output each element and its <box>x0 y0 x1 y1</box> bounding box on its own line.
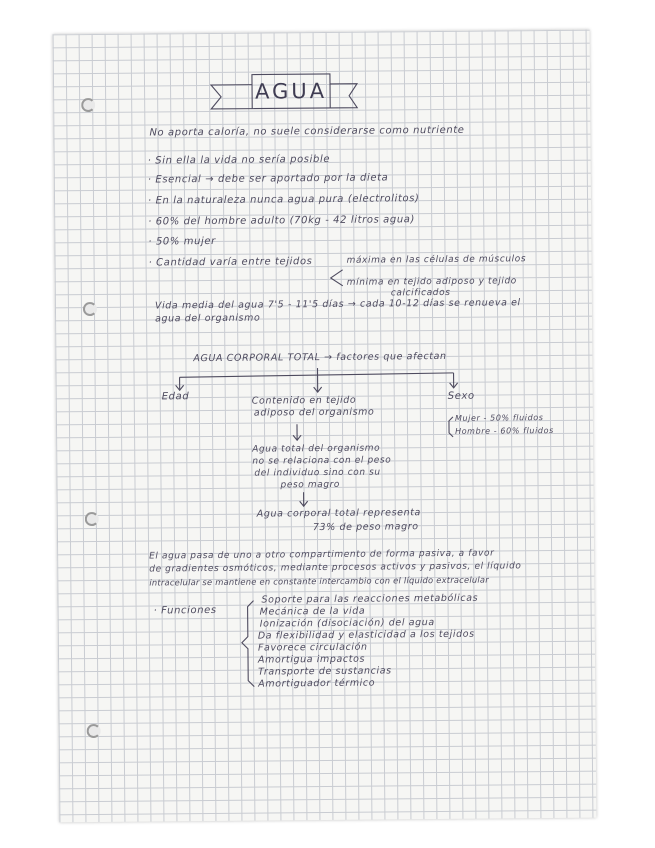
bullet-item: · 50% mujer <box>148 235 216 248</box>
title-banner-right-ribbon <box>330 84 357 108</box>
tissue-max: máxima en las células de músculos <box>346 254 527 266</box>
intro-line: No aporta caloría, no suele considerarse como nutriente <box>149 124 465 139</box>
diagram-head: AGUA CORPORAL TOTAL → factores que afectan <box>193 350 447 365</box>
diagram-sexo: Sexo <box>447 390 475 402</box>
funcion-item: Da flexibilidad y elasticidad a los tejidos <box>257 628 475 642</box>
paragraph-line: de gradientes osmóticos, mediante procesos activos y pasivos, el líquido <box>149 561 522 575</box>
diagram-sexo-mujer: Mujer - 50% fluidos <box>454 413 544 423</box>
funcion-item: Amortigua impactos <box>257 653 366 666</box>
bullet-item: · Cantidad varía entre tejidos <box>148 256 313 269</box>
diagram-contenido-1: Contenido en tejido <box>251 394 357 407</box>
tissue-brace <box>331 270 343 286</box>
agua-total-1: Agua total del organismo <box>252 443 381 455</box>
vida-media-line-1: Vida media del agua 7'5 - 11'5 días → cada 10-12 días se renueva el <box>154 297 521 312</box>
funcion-item: Mecánica de la vida <box>259 605 366 618</box>
bullet-item: · Esencial → debe ser aportado por la dieta <box>147 172 389 186</box>
paragraph-line: intracelular se mantiene en constante intercambio con el líquido extracelular <box>149 574 489 588</box>
funciones-brace <box>242 601 255 687</box>
agua-total-2: no se relaciona con el peso <box>252 455 392 467</box>
diagram-contenido-2: adiposo del organismo <box>253 406 375 419</box>
diagram-branch-line <box>180 373 454 377</box>
bullet-item: · Sin ella la vida no sería posible <box>147 153 331 167</box>
title-banner-left-ribbon <box>211 85 252 109</box>
diagram-edad: Edad <box>161 391 190 403</box>
funcion-item: Soporte para las reacciones metabólicas <box>261 592 479 606</box>
bullet-item: · En la naturaleza nunca agua pura (electrolitos) <box>147 193 420 207</box>
sexo-brace <box>449 417 453 437</box>
agua-total-4: peso magro <box>280 479 341 491</box>
tissue-min-2: calcificados <box>390 287 451 299</box>
funcion-item: Transporte de sustancias <box>258 665 392 678</box>
funcion-item: Favorece circulación <box>257 641 368 654</box>
bullet-item: · 60% del hombre adulto (70kg - 42 litros agua) <box>148 214 416 228</box>
funciones-label: · Funciones <box>153 604 217 617</box>
diagram-sexo-hombre: Hombre - 60% fluidos <box>455 425 554 436</box>
funcion-item: Amortiguador térmico <box>258 677 376 690</box>
act-line-1: Agua corporal total representa <box>256 507 422 520</box>
paragraph-line: El agua pasa de uno a otro compartimento de forma pasiva, a favor <box>149 548 495 562</box>
notebook-page <box>53 30 597 823</box>
tissue-min: mínima en tejido adiposo y tejido <box>346 276 517 288</box>
page-title: AGUA <box>254 78 328 104</box>
act-line-2: 73% de peso magro <box>312 521 419 534</box>
vida-media-line-2: agua del organismo <box>155 312 261 325</box>
funcion-item: Ionización (disociación) del agua <box>259 617 435 630</box>
agua-total-3: del individuo sino con su <box>254 467 381 479</box>
